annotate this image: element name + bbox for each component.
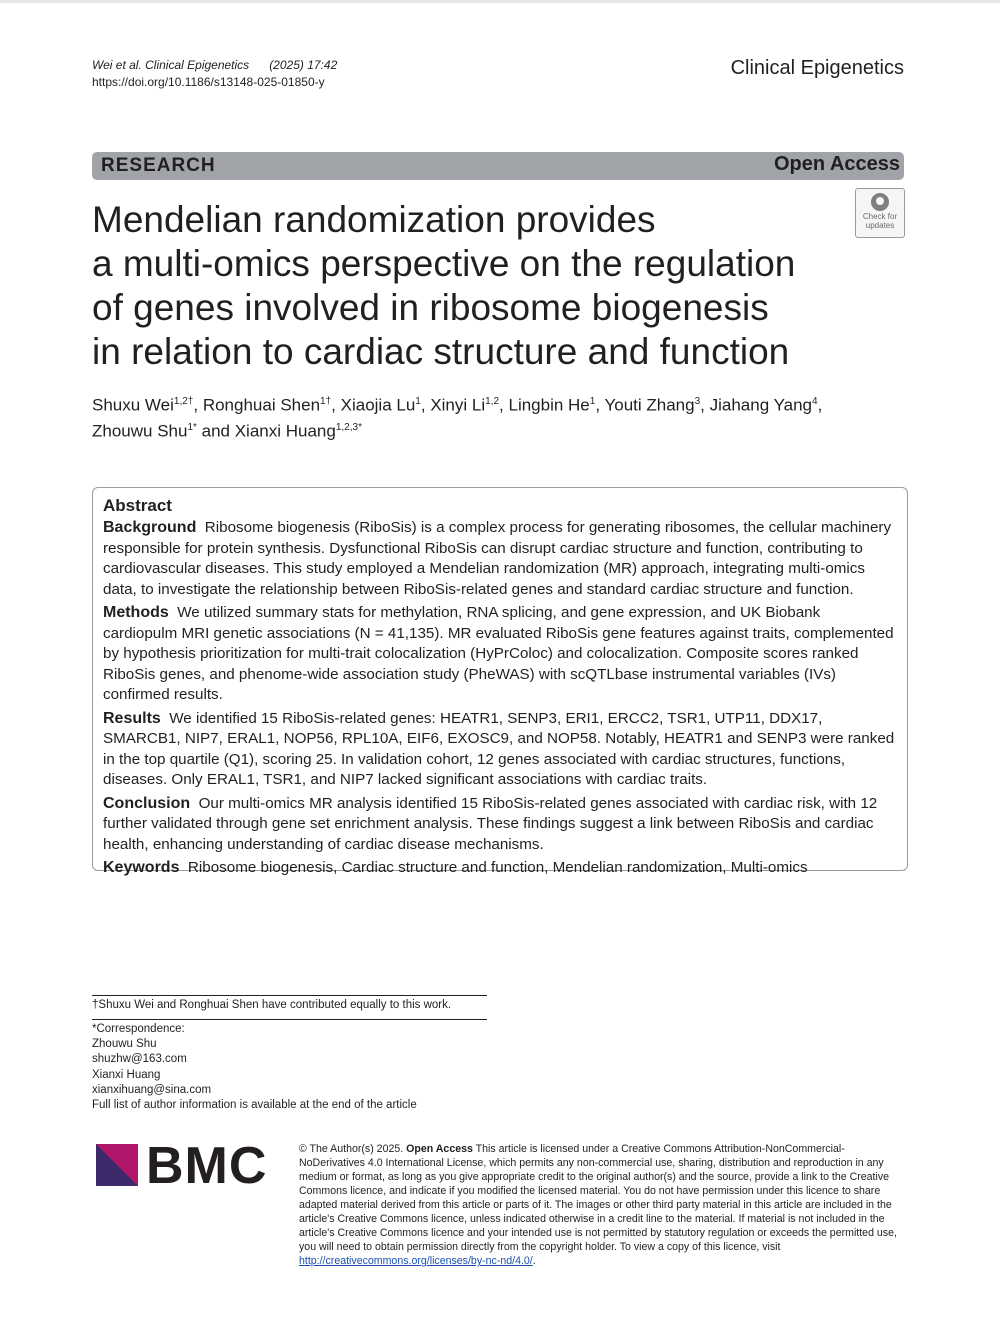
author-affiliation: 4: [812, 396, 818, 407]
license-end: .: [532, 1255, 536, 1267]
author-name[interactable]: Shuxu Wei: [92, 395, 174, 415]
author-email[interactable]: xianxihuang@sina.com: [92, 1083, 212, 1096]
check-updates-icon: [871, 193, 889, 211]
abstract-methods: [103, 603, 897, 706]
author-name[interactable]: Lingbin He: [508, 395, 590, 415]
abstract-results: [103, 709, 897, 791]
methods-label: Methods: [103, 604, 169, 621]
author-affiliation: 1,2,3*: [335, 421, 362, 433]
top-border: [0, 0, 1000, 3]
abstract-box: [92, 487, 908, 876]
article-type-banner: [92, 152, 904, 180]
background-text: Ribosome biogenesis (RiboSis) is a complex process for generating ribosomes, the cellular machinery responsible for protein synthesis. Dysfunctional RiboSis can disrupt cardiac structure and function, contributing to cardiovascular diseases. This study employed a Mendelian randomization (MR) approach, integrating multi-omics data, to investigate the relationship between RiboSis-related genes and standard cardiac structure and function.: [103, 519, 892, 598]
author-name[interactable]: Xiaojia Lu: [340, 395, 416, 415]
license-link[interactable]: http://creativecommons.org/licenses/by-nc-nd/4.0/: [299, 1255, 533, 1267]
license-open-access: Open Access: [406, 1143, 473, 1155]
author-name[interactable]: Zhouwu Shu: [92, 421, 188, 441]
check-updates-line1: Check for: [862, 212, 898, 221]
corresponding-author: Xianxi Huang: [92, 1068, 161, 1081]
license-text: [299, 1142, 903, 1268]
background-label: Background: [103, 519, 197, 536]
citation-header: [92, 57, 337, 91]
author-affiliation: 1,2: [485, 396, 500, 407]
title-line: of genes involved in ribosome biogenesis: [92, 287, 769, 328]
title-line: a multi-omics perspective on the regulation: [92, 243, 796, 284]
open-access-label: Open Access: [774, 153, 900, 175]
conclusion-text: Our multi-omics MR analysis identified 15 RiboSis-related genes associated with cardiac risk, with 12 further validated through gene set enrichment analysis. These findings suggest a link between RiboSis and cardiac health, enhancing understanding of cardiac disease mechanisms.: [103, 794, 878, 853]
author-name[interactable]: Youti Zhang: [604, 395, 695, 415]
author-name[interactable]: Xinyi Li: [430, 395, 486, 415]
author-affiliation: 1,2†: [173, 396, 194, 407]
author-affiliation: 1: [589, 396, 596, 407]
article-type: RESEARCH: [101, 155, 216, 176]
citation-text: Wei et al. Clinical Epigenetics: [92, 58, 250, 72]
author-affiliation: 1†: [320, 396, 332, 407]
keywords-text: Ribosome biogenesis, Cardiac structure and function, Mendelian randomization, Multi-omics: [187, 859, 808, 876]
results-label: Results: [103, 709, 161, 727]
results-text: We identified 15 RiboSis-related genes: HEATR1, SENP3, ERI1, ERCC2, TSR1, UTP11, DDX17, SMARCB1, NIP7, ERAL1, NOP56, RPL10A, EIF6, EXOSC9, and NOP58. Notably, HEATR1 and SENP3 were ranked in the top quartile (Q1), scoring 25. In validation cohort, 12 genes associated with cardiac structures, functions, diseases. Only ERAL1, TSR1, and NIP7 lacked significant associations with cardiac traits.: [103, 709, 895, 788]
author-info-note: Full list of author information is available at the end of the article: [92, 1099, 417, 1112]
author-affiliation: 1: [415, 396, 421, 407]
footnote-divider: [92, 995, 487, 996]
keywords-label: Keywords: [103, 859, 180, 876]
check-for-updates-badge[interactable]: [855, 188, 905, 238]
author-affiliation: 1*: [187, 421, 197, 433]
article-title: [92, 198, 852, 374]
author-affiliation: 3: [694, 396, 701, 407]
abstract-keywords: [103, 858, 897, 879]
abstract-background: [103, 518, 897, 600]
corresponding-author: Zhouwu Shu: [92, 1038, 157, 1051]
methods-text: We utilized summary stats for methylation, RNA splicing, and gene expression, and UK Biobank cardiopulm MRI genetic associations (N = 41,135). MR evaluated RiboSis gene features against traits, complemented by hypothesis prioritization for multi-trait colocalization (HyPrColoc) and colocalization. Composite scores ranked RiboSis genes, and phenome-wide association study (PheWAS) with scQTLbase instrumental variables (IVs) confirmed results.: [103, 604, 894, 703]
doi-link[interactable]: https://doi.org/10.1186/s13148-025-01850-y: [92, 75, 325, 89]
equal-contribution-note: †Shuxu Wei and Ronghuai Shen have contributed equally to this work.: [92, 999, 452, 1011]
license-body: This article is licensed under a Creative Commons Attribution-NonCommercial-NoDerivatives 4.0 International License, which permits any non-commercial use, sharing, distribution and reproduction in any medium or format, as long as you give appropriate credit to the original author(s) and the source, provide a link to the Creative Commons licence, and indicate if you modified the licensed material. You do not have permission under this licence to share adapted material derived from this article or parts of it. The images or other third party material in this article are included in the article's Creative Commons licence, unless indicated otherwise in a credit line to the material. If material is not included in the article's Creative Commons licence and your intended use is not permitted by statutory regulation or exceeds the permitted use, you will need to obtain permission directly from the copyright holder. To view a copy of this licence, visit: [299, 1143, 897, 1253]
author-list: Shuxu Wei$^{1,2\dagger}$, Ronghuai Shen$^{1\dagger}$, Xiaojia Lu$^1$, Xinyi Li$^{1,2}$, Lingbin He$^1$, Youti Zhang$^3$, Jiahang Yang$^4$, Zhouwu Shu$^{1*}$ and Xianxi Huang$^{1,2,3*}$: [92, 395, 823, 441]
author-name[interactable]: Jiahang Yang: [709, 395, 813, 415]
abstract-heading: Abstract: [103, 496, 172, 515]
bmc-logo-icon: [96, 1144, 138, 1186]
footnote-divider: [92, 1019, 487, 1020]
title-line: Mendelian randomization provides: [92, 199, 656, 240]
author-email[interactable]: shuzhw@163.com: [92, 1053, 187, 1066]
correspondence-label: *Correspondence:: [92, 1023, 185, 1035]
title-line: in relation to cardiac structure and function: [92, 331, 790, 372]
author-name[interactable]: Xianxi Huang: [234, 421, 336, 441]
license-copyright: © The Author(s) 2025.: [299, 1143, 404, 1155]
conclusion-label: Conclusion: [103, 794, 191, 812]
correspondence-block: [92, 1022, 417, 1113]
citation-volume: (2025) 17:42: [269, 58, 338, 72]
bmc-logo: [96, 1137, 276, 1195]
check-updates-line2: updates: [865, 221, 895, 230]
bmc-logo-text: BMC: [146, 1137, 268, 1195]
journal-name: Clinical Epigenetics: [730, 57, 904, 79]
author-name[interactable]: Ronghuai Shen: [202, 395, 321, 415]
abstract-conclusion: [103, 794, 897, 856]
